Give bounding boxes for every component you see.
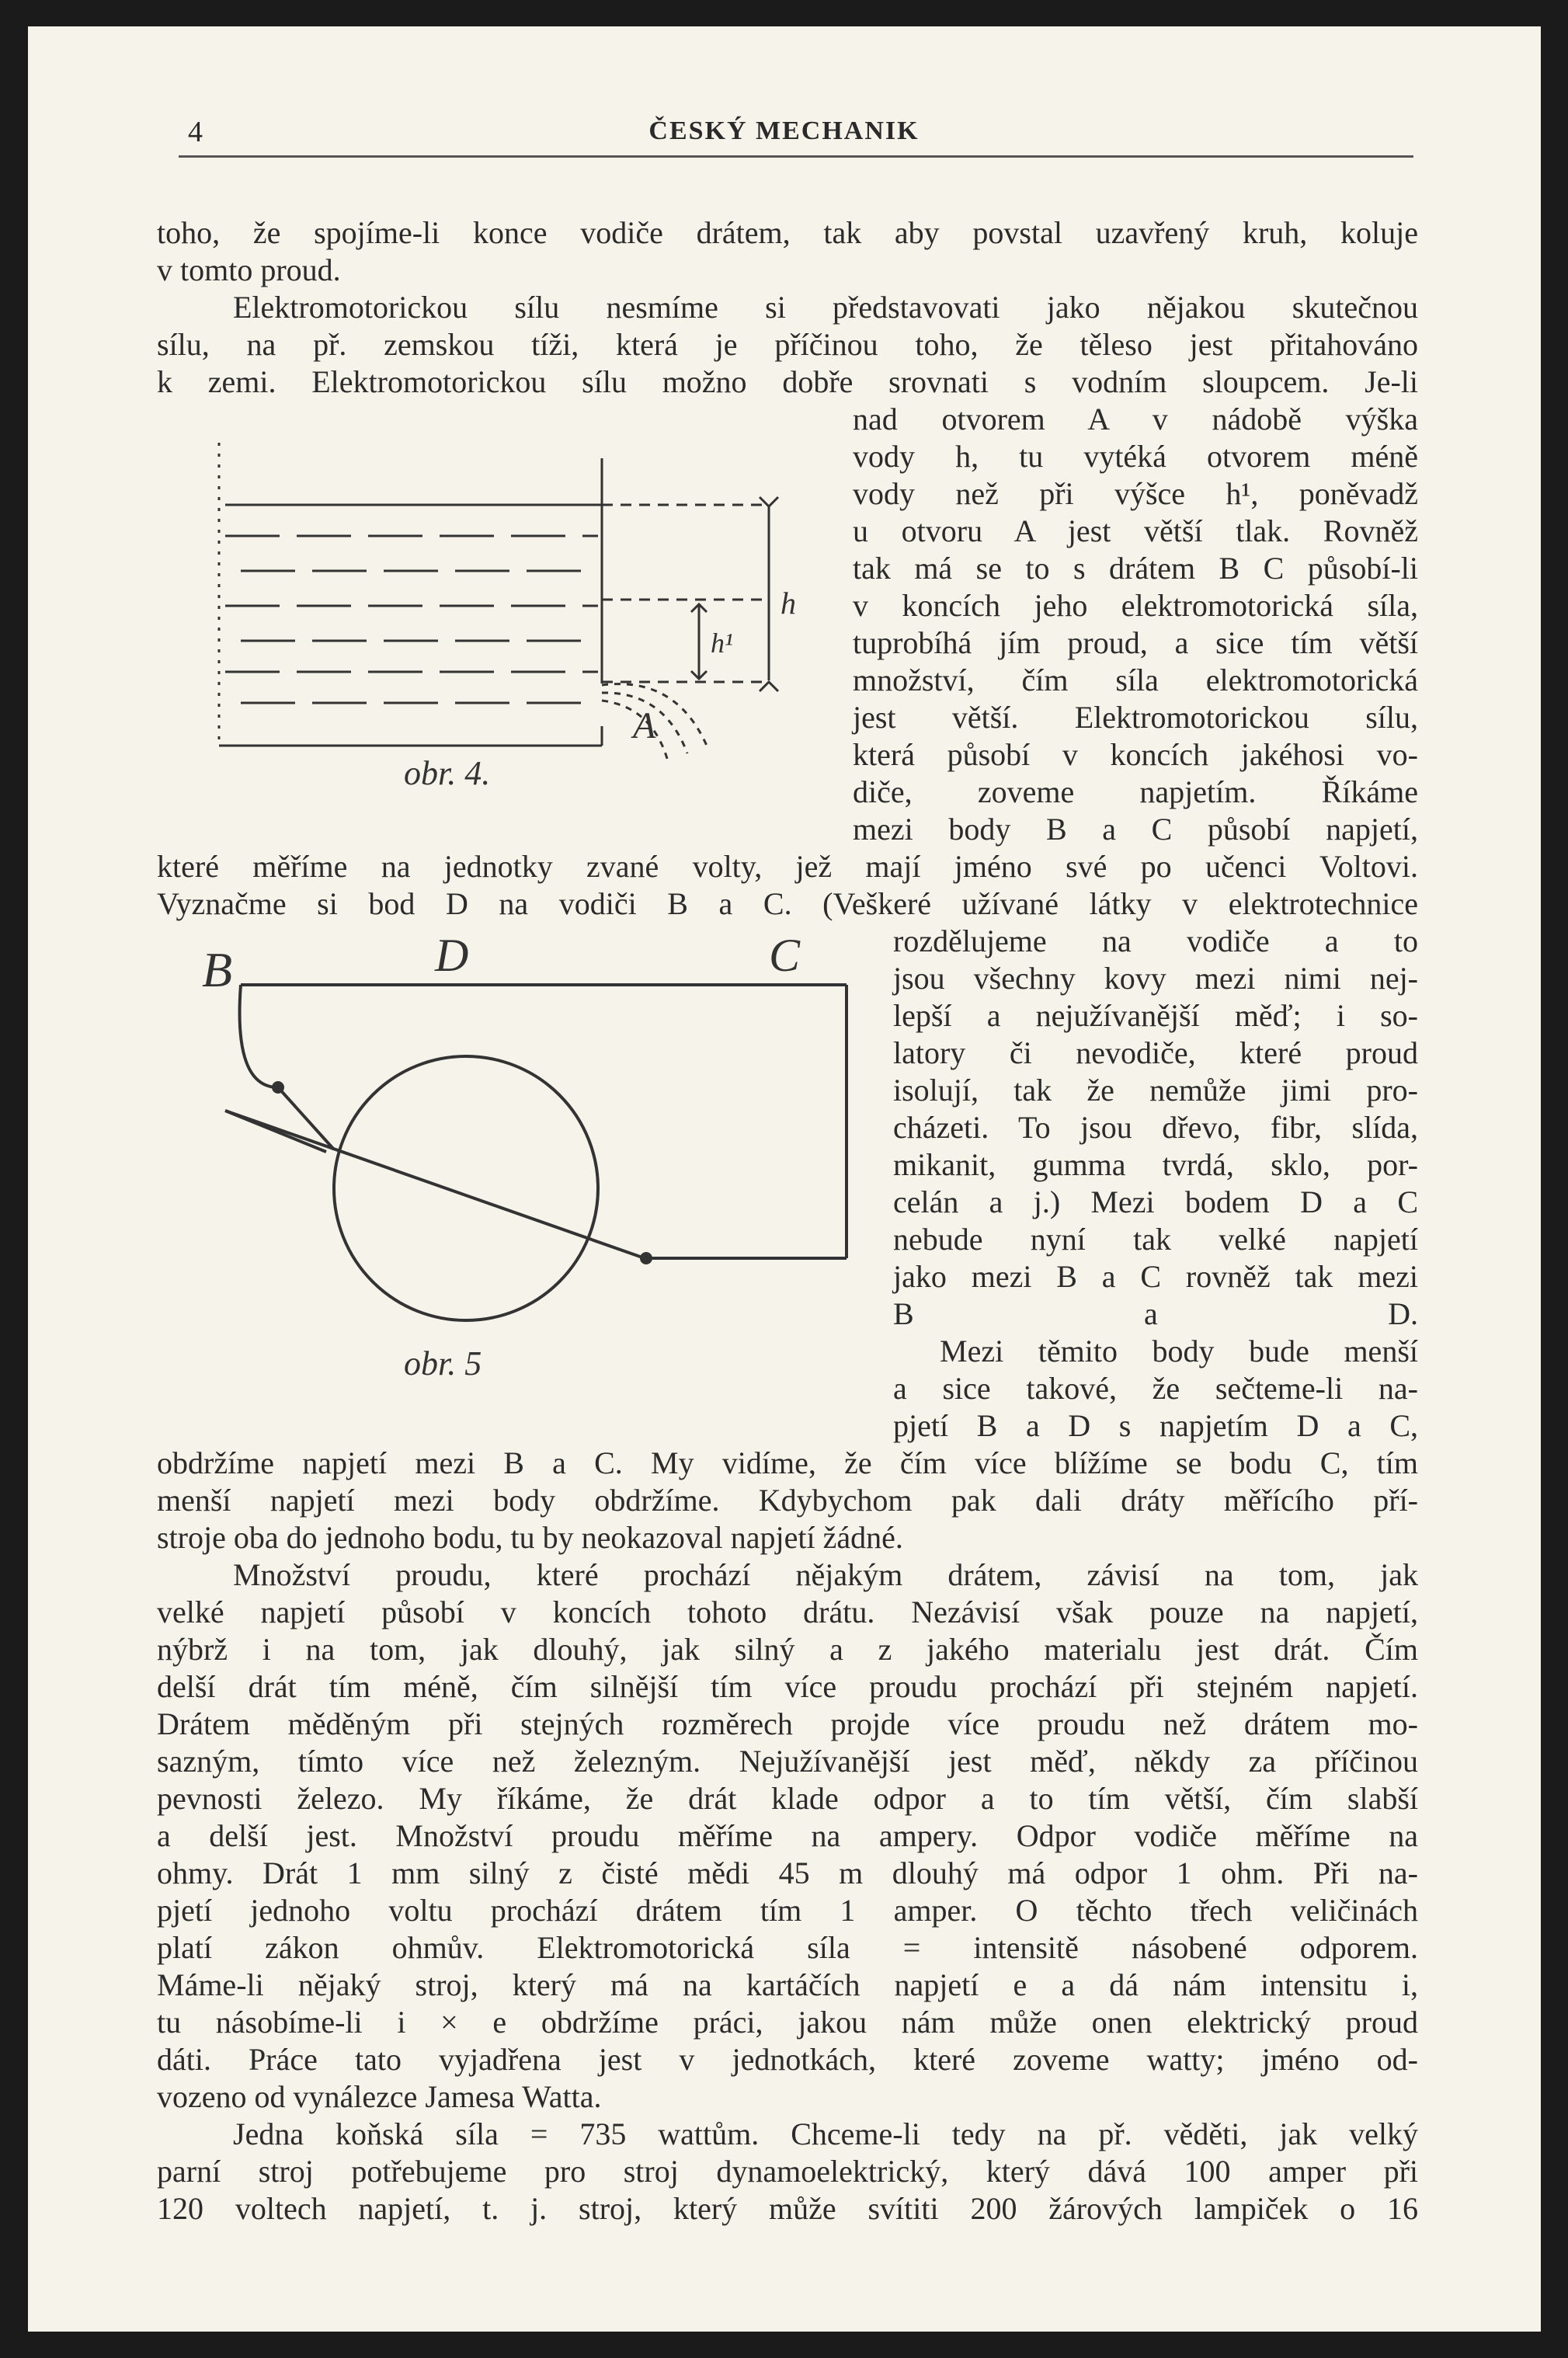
- text-line: rozdělujeme na vodiče a to: [893, 923, 1418, 958]
- figure-5-junction-dot: [272, 1081, 284, 1094]
- text-line: Jedna koňská síla = 735 wattům. Chceme-li tedy na př. věděti, jak velký: [233, 2116, 1418, 2151]
- figure-4-label-h1: h¹: [711, 628, 733, 659]
- text-line: toho, že spojíme-li konce vodiče drátem, tak aby povstal uzavřený kruh, koluje: [157, 215, 1418, 250]
- text-line: v koncích jeho elektromotorická síla,: [853, 588, 1418, 623]
- text-line: celán a j.) Mezi bodem D a C: [893, 1184, 1418, 1219]
- text-line: isolují, tak že nemůže jimi pro-: [893, 1073, 1418, 1108]
- text-line: vozeno od vynálezce Jamesa Watta.: [157, 2079, 602, 2114]
- text-line: parní stroj potřebujeme pro stroj dynamoelektrický, který dává 100 amper při: [157, 2154, 1418, 2189]
- page-number: 4: [188, 116, 203, 148]
- text-line: které měříme na jednotky zvané volty, jež mají jméno své po učenci Voltovi.: [157, 849, 1418, 884]
- text-line: obdržíme napjetí mezi B a C. My vidíme, že čím více blížíme se bodu C, tím: [157, 1445, 1418, 1480]
- text-line: v tomto proud.: [157, 252, 341, 287]
- text-line: cházeti. To jsou dřevo, fibr, slída,: [893, 1110, 1418, 1145]
- text-line: nebude nyní tak velké napjetí: [893, 1222, 1418, 1257]
- figure-4-label-h: h: [781, 586, 796, 621]
- header-rule: [179, 155, 1413, 158]
- figure-5-wire: [171, 932, 885, 1398]
- text-line: Množství proudu, které prochází nějakým drátem, závisí na tom, jak: [233, 1557, 1418, 1592]
- text-line: sazným, tímto více než železným. Nejužívanější jest měď, někdy za příčinou: [157, 1744, 1418, 1779]
- text-line: Máme-li nějaký stroj, který má na kartáčích napjetí e a dá nám intensitu i,: [157, 1967, 1418, 2002]
- text-line: diče, zoveme napjetím. Říkáme: [853, 774, 1418, 809]
- text-line: 120 voltech napjetí, t. j. stroj, který může svítiti 200 žárových lampiček o 16: [157, 2191, 1418, 2226]
- text-line: nad otvorem A v nádobě výška: [853, 402, 1418, 436]
- figure-5-caption: obr. 5: [404, 1344, 482, 1382]
- text-line: tuprobíhá jím proud, a sice tím větší: [853, 625, 1418, 660]
- text-line: platí zákon ohmův. Elektromotorická síla = intensitě násobené odporem.: [157, 1930, 1418, 1965]
- figure-4-vessel: [210, 419, 847, 792]
- text-line: pjetí jednoho voltu prochází drátem tím 1 amper. O těchto třech veličinách: [157, 1893, 1418, 1928]
- text-line: a delší jest. Množství proudu měříme na ampery. Odpor vodiče měříme na: [157, 1818, 1418, 1853]
- text-line: ohmy. Drát 1 mm silný z čisté mědi 45 m dlouhý má odpor 1 ohm. Při na-: [157, 1855, 1418, 1890]
- text-line: která působí v koncích jakéhosi vo-: [853, 737, 1418, 772]
- text-line: Drátem měděným při stejných rozměrech projde více proudu než drátem mo-: [157, 1706, 1418, 1741]
- text-line: mezi body B a C působí napjetí,: [853, 812, 1418, 847]
- figure-4-label-a: A: [633, 705, 656, 746]
- text-line: pjetí B a D s napjetím D a C,: [893, 1408, 1418, 1443]
- figure-5-label-b: B: [202, 942, 233, 997]
- figure-4-drawing: [210, 419, 847, 792]
- text-line: pevnosti železo. My říkáme, že drát klade odpor a to tím větší, čím slabší: [157, 1781, 1418, 1816]
- text-line: Mezi těmito body bude menší: [940, 1334, 1418, 1369]
- text-line: nýbrž i na tom, jak dlouhý, jak silný a z jakého materialu jest drát. Čím: [157, 1632, 1418, 1667]
- text-line: jsou všechny kovy mezi nimi nej-: [893, 961, 1418, 996]
- text-line: delší drát tím méně, čím silnější tím více proudu prochází při stejném napjetí.: [157, 1669, 1418, 1704]
- text-line: množství, čím síla elektromotorická: [853, 663, 1418, 697]
- text-line: dáti. Práce tato vyjadřena jest v jednotkách, které zoveme watty; jméno od-: [157, 2042, 1418, 2077]
- figure-5-drawing: [171, 932, 885, 1398]
- text-line: jest větší. Elektromotorickou sílu,: [853, 700, 1418, 735]
- figure-5-end-dot: [640, 1252, 652, 1264]
- running-title: ČESKÝ MECHANIK: [648, 117, 920, 145]
- text-line: menší napjetí mezi body obdržíme. Kdybychom pak dali dráty měřícího pří-: [157, 1483, 1418, 1518]
- text-line: mikanit, gumma tvrdá, sklo, por-: [893, 1147, 1418, 1182]
- text-line: B a D.: [893, 1296, 1418, 1331]
- text-line: sílu, na př. zemskou tíži, která je příčinou toho, že těleso jest přitahováno: [157, 327, 1418, 362]
- figure-5-label-c: C: [769, 932, 801, 981]
- text-line: vody h, tu vytéká otvorem méně: [853, 439, 1418, 474]
- text-line: vody než při výšce h¹, poněvadž: [853, 476, 1418, 511]
- text-line: stroje oba do jednoho bodu, tu by neokazoval napjetí žádné.: [157, 1520, 903, 1555]
- text-line: Elektromotorickou sílu nesmíme si představovati jako nějakou skutečnou: [233, 290, 1418, 325]
- text-line: jako mezi B a C rovněž tak mezi: [893, 1259, 1418, 1294]
- text-line: tu násobíme-li i × e obdržíme práci, jakou nám může onen elektrický proud: [157, 2005, 1418, 2040]
- text-line: k zemi. Elektromotorickou sílu možno dobře srovnati s vodním sloupcem. Je-li: [157, 364, 1418, 399]
- text-line: velké napjetí působí v koncích tohoto drátu. Nezávisí však pouze na napjetí,: [157, 1595, 1418, 1629]
- running-header: [0, 115, 1568, 154]
- text-line: tak má se to s drátem B C působí-li: [853, 551, 1418, 586]
- text-line: a sice takové, že sečteme-li na-: [893, 1371, 1418, 1406]
- text-line: latory či nevodiče, které proud: [893, 1035, 1418, 1070]
- text-line: u otvoru A jest větší tlak. Rovněž: [853, 513, 1418, 548]
- figure-4-caption: obr. 4.: [404, 754, 491, 792]
- figure-5-label-d: D: [435, 932, 469, 981]
- text-line: Vyznačme si bod D na vodiči B a C. (Veškeré užívané látky v elektrotechnice: [157, 886, 1418, 921]
- text-line: lepší a nejužívanější měď; i so-: [893, 998, 1418, 1033]
